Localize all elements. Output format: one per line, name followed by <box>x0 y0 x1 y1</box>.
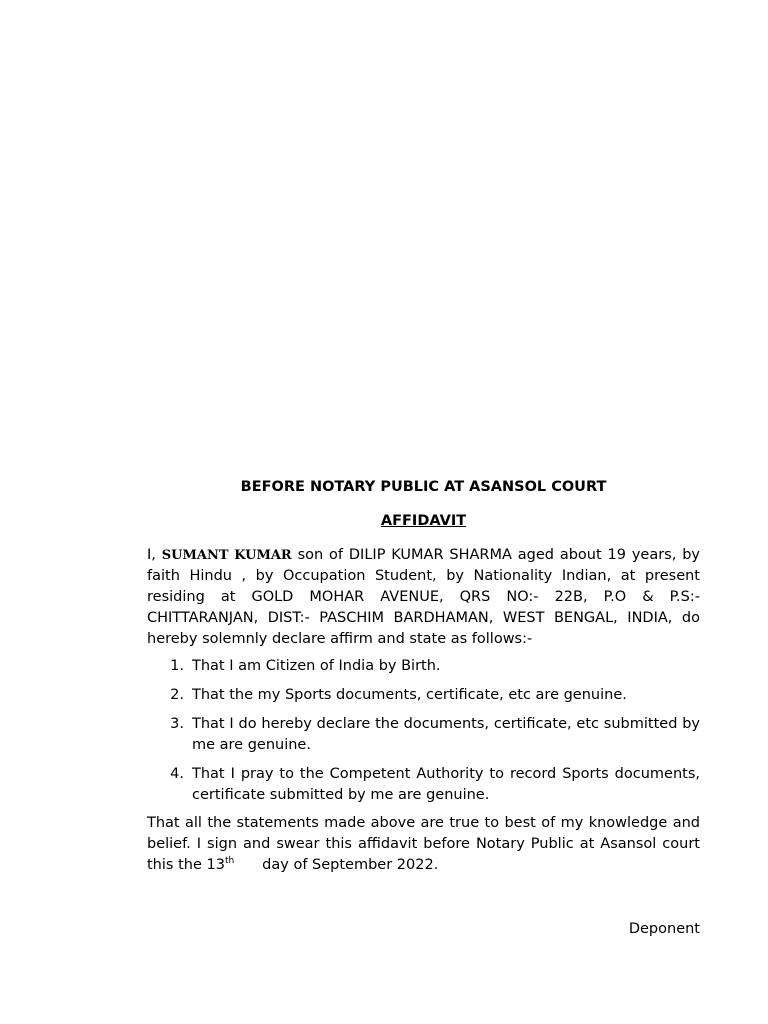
list-item <box>147 685 700 706</box>
declaration-list <box>147 656 700 814</box>
deponent-signature-label: Deponent <box>628 921 700 937</box>
list-item <box>147 714 700 756</box>
intro-paragraph <box>147 545 700 650</box>
closing-day-suffix: th <box>224 856 235 867</box>
court-heading: BEFORE NOTARY PUBLIC AT ASANSOL COURT <box>240 479 607 495</box>
list-item-text: That I pray to the Competent Authority to record Sports documents, certificate submitted by me are genuine. <box>192 766 700 803</box>
list-item-text: That I am Citizen of India by Birth. <box>192 658 441 674</box>
list-item-text: That I do hereby declare the documents, certificate, etc submitted by me are genuine. <box>192 716 700 753</box>
intro-body: son of DILIP KUMAR SHARMA aged about 19 years, by faith Hindu , by Occupation Student, by Nationality Indian, at present residing at GOLD MOHAR AVENUE, QRS NO:- 22B, P.O & P.S:- CHITTARANJAN, DIST:- PASCHIM BARDHAMAN, WEST BENGAL, INDIA, do hereby solemnly declare affirm and state as follows:- <box>147 547 700 647</box>
list-item <box>147 656 700 677</box>
closing-paragraph <box>147 813 700 876</box>
closing-body: That all the statements made above are true to best of my knowledge and belief. I sign and swear this affidavit before Notary Public at Asansol court this the <box>147 815 700 873</box>
list-item-number: 2. <box>170 687 184 703</box>
intro-prefix: I, <box>147 547 162 563</box>
deponent-name: SUMANT KUMAR <box>161 548 292 563</box>
document-title: AFFIDAVIT <box>380 513 467 529</box>
list-item-number: 1. <box>170 658 184 674</box>
closing-tail: day of September 2022. <box>262 857 439 873</box>
list-item-number: 3. <box>170 716 184 732</box>
list-item <box>147 764 700 806</box>
closing-day: 13 <box>206 857 225 873</box>
list-item-number: 4. <box>170 766 184 782</box>
list-item-text: That the my Sports documents, certificate, etc are genuine. <box>192 687 627 703</box>
